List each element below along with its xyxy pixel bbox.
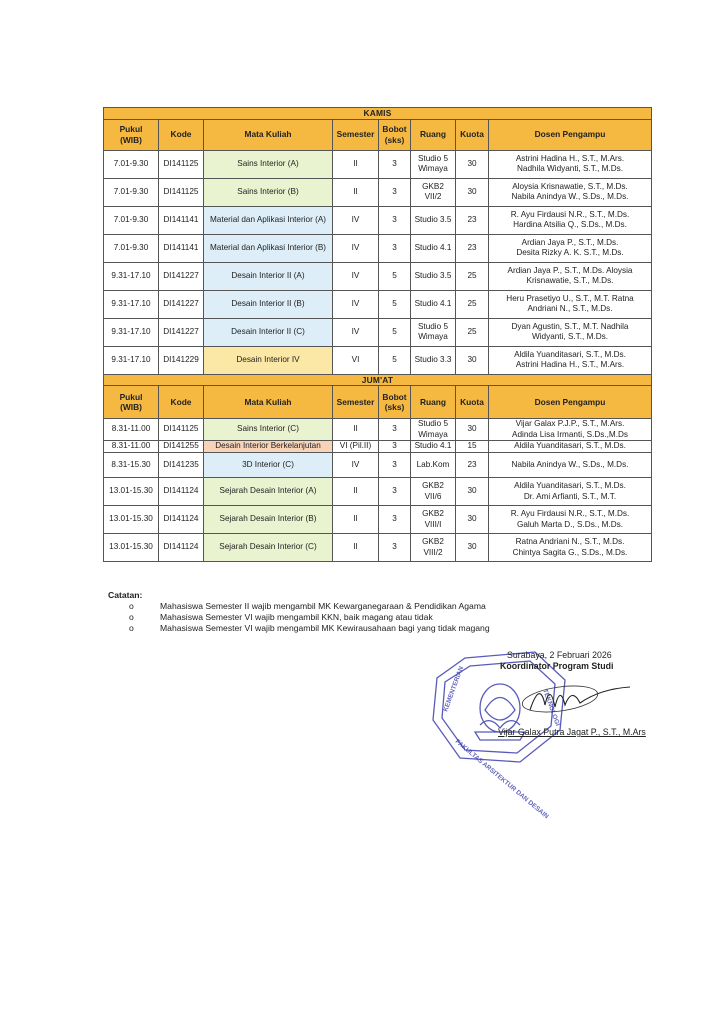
header-dosen: Dosen Pengampu	[489, 119, 652, 150]
cell-bobot: 5	[379, 290, 411, 318]
course-row	[104, 290, 652, 318]
bullet-icon: o	[129, 601, 134, 611]
cell-bobot: 5	[379, 318, 411, 346]
header-dosen: Dosen Pengampu	[489, 386, 652, 419]
header-bobot	[379, 119, 411, 150]
course-row	[104, 506, 652, 534]
dosen-line: Ratna Andriani N., S.T., M.Ds.	[515, 537, 625, 546]
header-semester: Semester	[333, 386, 379, 419]
ruang-line: Studio 4.1	[414, 242, 452, 252]
course-row	[104, 234, 652, 262]
ruang-line: Studio 3.3	[414, 354, 452, 364]
cell-mata-kuliah: Material dan Aplikasi Interior (B)	[204, 234, 333, 262]
header-line: Pukul	[119, 124, 143, 134]
cell-bobot: 3	[379, 206, 411, 234]
cell-ruang	[411, 478, 456, 506]
header-pukul	[104, 386, 159, 419]
column-header-row	[104, 119, 652, 150]
cell-semester: II	[333, 506, 379, 534]
dosen-line: Nabila Anindya W., S.Ds., M.Ds.	[511, 192, 629, 201]
cell-mata-kuliah: Sains Interior (B)	[204, 178, 333, 206]
cell-dosen	[489, 318, 652, 346]
cell-semester: IV	[333, 234, 379, 262]
header-semester: Semester	[333, 119, 379, 150]
cell-bobot: 3	[379, 234, 411, 262]
cell-ruang	[411, 234, 456, 262]
note-item	[108, 612, 490, 623]
course-row	[104, 346, 652, 374]
cell-dosen	[489, 290, 652, 318]
dosen-line: Nadhila Widyanti, S.T., M.Ds.	[516, 164, 623, 173]
header-kode: Kode	[159, 386, 204, 419]
cell-mata-kuliah: Material dan Aplikasi Interior (A)	[204, 206, 333, 234]
dosen-line: Widyanti, S.T., M.Ds.	[532, 332, 608, 341]
cell-mata-kuliah: Sains Interior (A)	[204, 150, 333, 178]
day-header-row	[104, 108, 652, 120]
svg-text:KEMENTERIAN: KEMENTERIAN	[442, 665, 466, 713]
header-line: Pukul	[119, 391, 143, 402]
dosen-line: Dr. Ami Arfianti, S.T., M.T.	[523, 491, 617, 501]
cell-kuota: 30	[456, 419, 489, 441]
svg-text:FAKULTAS ARSITEKTUR DAN DESAIN: FAKULTAS ARSITEKTUR DAN DESAIN	[453, 738, 550, 821]
dosen-line: Andriani N., S.T., M.Ds.	[527, 304, 613, 313]
header-mata-kuliah: Mata Kuliah	[204, 119, 333, 150]
cell-ruang	[411, 206, 456, 234]
day-name: JUM'AT	[104, 374, 652, 386]
dosen-line: Chintya Sagita G., S.Ds., M.Ds.	[512, 547, 628, 557]
cell-ruang	[411, 262, 456, 290]
cell-kode: DI141235	[159, 453, 204, 478]
cell-kode: DI141255	[159, 441, 204, 453]
dosen-line: Aldila Yuanditasari, S.T., M.Ds.	[514, 349, 626, 359]
cell-kode: DI141125	[159, 178, 204, 206]
cell-bobot: 5	[379, 346, 411, 374]
cell-kuota: 23	[456, 234, 489, 262]
cell-ruang	[411, 318, 456, 346]
cell-dosen	[489, 441, 652, 453]
header-line: Bobot	[382, 124, 407, 134]
header-line: (sks)	[384, 134, 405, 145]
dosen-line: Aldila Yuanditasari, S.T., M.Ds.	[514, 481, 626, 490]
cell-kuota: 23	[456, 453, 489, 478]
cell-mata-kuliah: Desain Interior IV	[204, 346, 333, 374]
dosen-line: R. Ayu Firdausi N.R., S.T., M.Ds.	[510, 209, 630, 219]
cell-mata-kuliah: Sains Interior (C)	[204, 419, 333, 441]
cell-mata-kuliah: Desain Interior II (B)	[204, 290, 333, 318]
cell-pukul: 7.01-9.30	[104, 206, 159, 234]
cell-mata-kuliah: Sejarah Desain Interior (A)	[204, 478, 333, 506]
cell-pukul: 9.31-17.10	[104, 346, 159, 374]
dosen-line: Adinda Lisa Irmanti, S.Ds.,M.Ds	[511, 429, 629, 439]
cell-dosen	[489, 234, 652, 262]
cell-bobot: 3	[379, 506, 411, 534]
course-row	[104, 419, 652, 441]
course-row	[104, 534, 652, 562]
cell-pukul: 9.31-17.10	[104, 318, 159, 346]
signer-role: Koordinator Program Studi	[500, 661, 614, 671]
cell-pukul: 7.01-9.30	[104, 234, 159, 262]
cell-semester: VI	[333, 346, 379, 374]
ruang-line: GKB2	[422, 509, 444, 518]
dosen-line: Dyan Agustin, S.T., M.T. Nadhila	[511, 321, 629, 331]
cell-semester: II	[333, 150, 379, 178]
day-header-row	[104, 374, 652, 386]
cell-pukul: 7.01-9.30	[104, 178, 159, 206]
header-bobot	[379, 386, 411, 419]
course-row	[104, 453, 652, 478]
header-mata-kuliah: Mata Kuliah	[204, 386, 333, 419]
ruang-line: VII/2	[424, 192, 442, 201]
cell-bobot: 3	[379, 150, 411, 178]
ruang-line: Lab.Kom	[416, 459, 450, 469]
dosen-line: Ardian Jaya P., S.T., M.Ds.	[521, 237, 619, 247]
course-row	[104, 178, 652, 206]
cell-dosen	[489, 206, 652, 234]
cell-dosen	[489, 419, 652, 441]
cell-kuota: 23	[456, 206, 489, 234]
cell-ruang	[411, 178, 456, 206]
dosen-line: Desita Rizky A. K. S.T., M.Ds.	[516, 248, 624, 257]
course-row	[104, 206, 652, 234]
cell-pukul: 9.31-17.10	[104, 262, 159, 290]
cell-kode: DI141125	[159, 150, 204, 178]
cell-ruang	[411, 534, 456, 562]
cell-kode: DI141227	[159, 290, 204, 318]
cell-semester: II	[333, 478, 379, 506]
cell-pukul: 13.01-15.30	[104, 506, 159, 534]
ruang-line: Studio 3.5	[414, 270, 452, 280]
cell-semester: IV	[333, 453, 379, 478]
ruang-line: Wimaya	[418, 332, 448, 341]
note-item	[108, 623, 490, 634]
cell-dosen	[489, 150, 652, 178]
ruang-line: Studio 4.1	[414, 441, 452, 451]
cell-mata-kuliah: Sejarah Desain Interior (C)	[204, 534, 333, 562]
ruang-line: Studio 3.5	[414, 214, 452, 224]
ruang-line: GKB2	[422, 481, 444, 490]
ruang-line: VII/6	[424, 491, 442, 501]
ruang-line: GKB2	[422, 181, 444, 191]
header-line: (WIB)	[120, 134, 142, 145]
dosen-line: Ardian Jaya P., S.T., M.Ds. Aloysia	[507, 265, 633, 275]
ruang-line: Studio 5	[417, 419, 449, 428]
cell-mata-kuliah: Desain Interior II (C)	[204, 318, 333, 346]
course-row	[104, 150, 652, 178]
cell-kuota: 30	[456, 534, 489, 562]
ruang-line: Wimaya	[418, 164, 448, 173]
header-line: (WIB)	[120, 402, 142, 412]
cell-dosen	[489, 262, 652, 290]
cell-kuota: 15	[456, 441, 489, 453]
cell-kode: DI141124	[159, 478, 204, 506]
header-kuota: Kuota	[456, 386, 489, 419]
cell-mata-kuliah: Sejarah Desain Interior (B)	[204, 506, 333, 534]
course-row	[104, 441, 652, 453]
cell-bobot: 3	[379, 178, 411, 206]
cell-kode: DI141141	[159, 206, 204, 234]
ruang-line: Studio 5	[417, 321, 449, 331]
header-pukul	[104, 119, 159, 150]
column-header-row	[104, 386, 652, 419]
cell-semester: IV	[333, 262, 379, 290]
cell-bobot: 3	[379, 478, 411, 506]
cell-kuota: 25	[456, 290, 489, 318]
ruang-line: VIII/2	[423, 547, 443, 557]
cell-ruang	[411, 346, 456, 374]
header-kode: Kode	[159, 119, 204, 150]
cell-pukul: 8.31-11.00	[104, 441, 159, 453]
dosen-line: Aldila Yuanditasari, S.T., M.Ds.	[514, 441, 626, 451]
cell-dosen	[489, 178, 652, 206]
cell-kode: DI141229	[159, 346, 204, 374]
cell-kuota: 30	[456, 346, 489, 374]
dosen-line: Astrini Hadina H., S.T., M.Ars.	[515, 153, 625, 163]
cell-semester: II	[333, 419, 379, 441]
cell-kuota: 30	[456, 506, 489, 534]
cell-kode: DI141141	[159, 234, 204, 262]
note-text: Mahasiswa Semester VI wajib mengambil MK Kewirausahaan bagi yang tidak magang	[160, 623, 490, 633]
cell-kuota: 25	[456, 318, 489, 346]
cell-dosen	[489, 346, 652, 374]
dosen-line: Galuh Marta D., S.Ds., M.Ds.	[516, 519, 623, 529]
header-line: Bobot	[382, 391, 407, 402]
cell-kode: DI141125	[159, 419, 204, 441]
cell-kode: DI141227	[159, 262, 204, 290]
cell-bobot: 3	[379, 441, 411, 453]
cell-semester: IV	[333, 206, 379, 234]
course-row	[104, 262, 652, 290]
header-line: (sks)	[384, 402, 405, 412]
cell-semester: IV	[333, 318, 379, 346]
signature-block	[500, 650, 613, 671]
course-row	[104, 478, 652, 506]
notes-section	[108, 590, 490, 634]
cell-kode: DI141124	[159, 506, 204, 534]
cell-ruang	[411, 419, 456, 441]
cell-pukul: 8.31-15.30	[104, 453, 159, 478]
cell-kuota: 30	[456, 478, 489, 506]
course-row	[104, 318, 652, 346]
ruang-line: Studio 5	[417, 153, 449, 163]
dosen-line: Astrini Hadina H., S.T., M.Ars.	[515, 360, 625, 369]
dosen-line: Nabila Anindya W., S.Ds., M.Ds.	[511, 459, 629, 469]
dosen-line: Aloysia Krisnawatie, S.T., M.Ds.	[512, 181, 628, 191]
dosen-line: Hardina Atsilia Q., S.Ds., M.Ds.	[513, 220, 627, 229]
cell-bobot: 3	[379, 419, 411, 441]
ruang-line: Studio 4.1	[414, 298, 452, 308]
cell-dosen	[489, 453, 652, 478]
cell-dosen	[489, 506, 652, 534]
signature-scribble	[520, 675, 640, 720]
dosen-line: Heru Prasetiyo U., S.T., M.T. Ratna	[506, 293, 634, 303]
notes-list	[108, 601, 490, 634]
ruang-line: VIII/I	[424, 519, 442, 529]
notes-title: Catatan:	[108, 590, 143, 600]
cell-ruang	[411, 150, 456, 178]
place-date: Surabaya, 2 Februari 2026	[507, 650, 612, 660]
cell-pukul: 13.01-15.30	[104, 534, 159, 562]
cell-ruang	[411, 453, 456, 478]
cell-kuota: 30	[456, 178, 489, 206]
ruang-line: Wimaya	[418, 429, 448, 439]
day-name: KAMIS	[104, 108, 652, 120]
cell-mata-kuliah: Desain Interior II (A)	[204, 262, 333, 290]
header-ruang: Ruang	[411, 386, 456, 419]
cell-bobot: 3	[379, 453, 411, 478]
cell-kuota: 30	[456, 150, 489, 178]
signer-name: Vijar Galax Putra Jagat P., S.T., M.Ars	[498, 727, 646, 737]
cell-kuota: 25	[456, 262, 489, 290]
cell-mata-kuliah: 3D Interior (C)	[204, 453, 333, 478]
header-ruang: Ruang	[411, 119, 456, 150]
bullet-icon: o	[129, 623, 134, 633]
cell-kode: DI141124	[159, 534, 204, 562]
cell-dosen	[489, 478, 652, 506]
cell-dosen	[489, 534, 652, 562]
cell-ruang	[411, 441, 456, 453]
bullet-icon: o	[129, 612, 134, 622]
cell-semester: VI (Pil.II)	[333, 441, 379, 453]
cell-ruang	[411, 290, 456, 318]
cell-pukul: 13.01-15.30	[104, 478, 159, 506]
dosen-line: Krisnawatie, S.T., M.Ds.	[526, 276, 614, 285]
svg-text:TEKNOLOGI: TEKNOLOGI	[541, 688, 561, 727]
note-text: Mahasiswa Semester II wajib mengambil MK Kewarganegaraan & Pendidikan Agama	[160, 601, 486, 611]
ruang-line: GKB2	[422, 537, 444, 546]
cell-semester: II	[333, 534, 379, 562]
note-item	[108, 601, 490, 612]
cell-pukul: 7.01-9.30	[104, 150, 159, 178]
dosen-line: R. Ayu Firdausi N.R., S.T., M.Ds.	[510, 509, 630, 518]
cell-semester: IV	[333, 290, 379, 318]
cell-mata-kuliah: Desain Interior Berkelanjutan	[204, 441, 333, 453]
schedule-table	[103, 107, 652, 562]
cell-pukul: 9.31-17.10	[104, 290, 159, 318]
cell-bobot: 3	[379, 534, 411, 562]
cell-kode: DI141227	[159, 318, 204, 346]
cell-ruang	[411, 506, 456, 534]
cell-pukul: 8.31-11.00	[104, 419, 159, 441]
header-kuota: Kuota	[456, 119, 489, 150]
cell-semester: II	[333, 178, 379, 206]
cell-bobot: 5	[379, 262, 411, 290]
dosen-line: Vijar Galax P.J.P., S.T., M.Ars.	[515, 419, 625, 428]
note-text: Mahasiswa Semester VI wajib mengambil KKN, baik magang atau tidak	[160, 612, 433, 622]
